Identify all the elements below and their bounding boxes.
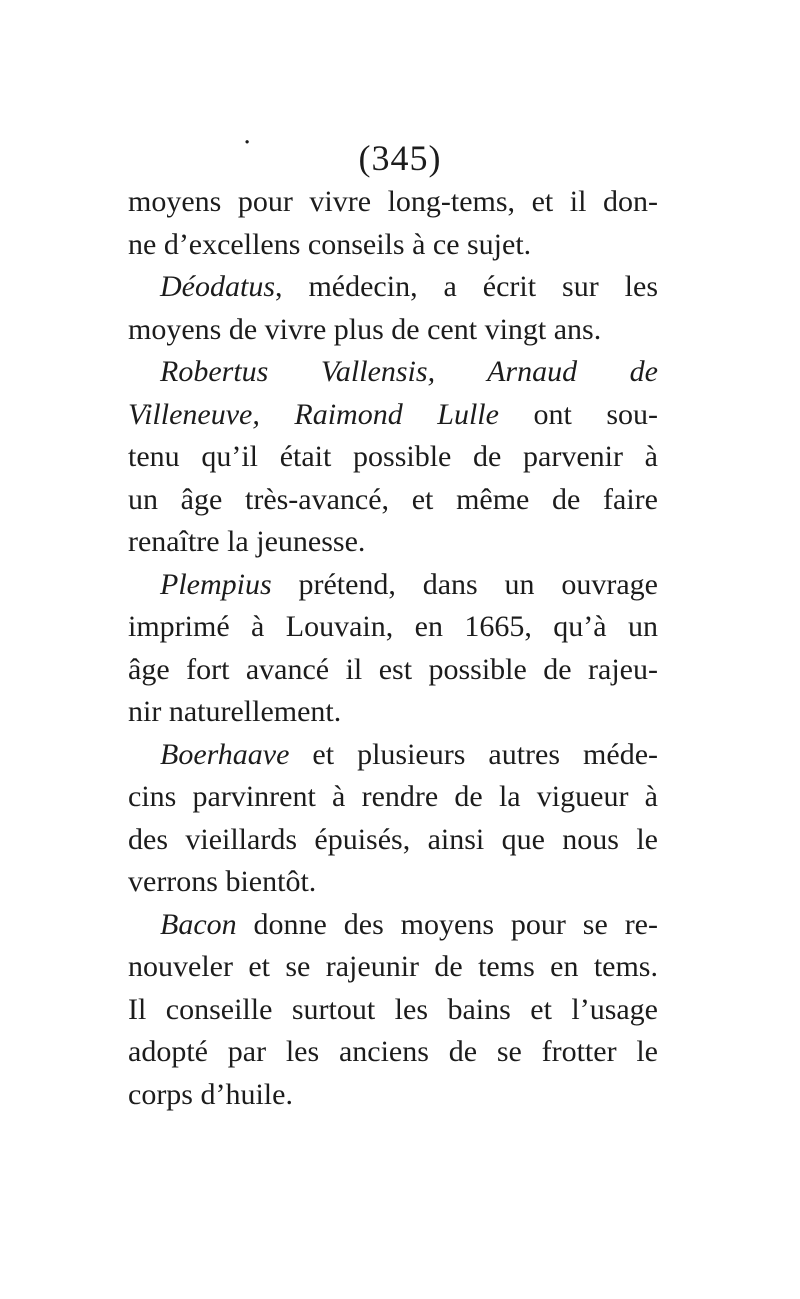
text-line: imprimé à Louvain, en 1665, qu’à un — [128, 610, 658, 643]
text-line: Villeneuve, Raimond Lulle ont sou- — [128, 397, 658, 431]
author-names: Villeneuve, Raimond Lulle — [128, 397, 499, 431]
text-line: nir naturellement. — [128, 695, 342, 728]
page-mark: · — [243, 128, 252, 158]
author-name: Bacon — [160, 907, 237, 941]
paragraph-start-line: Déodatus, médecin, a écrit sur les — [160, 270, 658, 303]
text-line: corps d’huile. — [128, 1077, 293, 1111]
text-line: adopté par les anciens de se frotter le — [128, 1035, 658, 1068]
text-line: Il conseille surtout les bains et l’usage — [128, 992, 658, 1026]
text-line: moyens pour vivre long-tems, et il don- — [128, 185, 658, 218]
text-line: renaître la jeunesse. — [128, 525, 366, 558]
text-line: moyens de vivre plus de cent vingt ans. — [128, 312, 602, 346]
text-line: âge fort avancé il est possible de rajeu- — [128, 652, 658, 686]
page-number: (345) — [358, 138, 442, 178]
text-line: verrons bientôt. — [128, 865, 317, 898]
author-names: Robertus Vallensis, Arnaud de — [160, 355, 658, 388]
text-line: un âge très-avancé, et même de faire — [128, 482, 658, 516]
author-name: Déodatus — [160, 270, 275, 303]
author-name: Boerhaave — [160, 737, 290, 771]
paragraph-start-line: Bacon donne des moyens pour se re- — [160, 907, 658, 941]
text-line: nouveler et se rajeunir de tems en tems. — [128, 950, 658, 983]
body-text — [128, 181, 658, 1116]
text-line: cins parvinrent à rendre de la vigueur à — [128, 780, 658, 813]
text-line: tenu qu’il était possible de parvenir à — [128, 440, 658, 473]
paragraph-start-line — [128, 351, 658, 394]
paragraph-start-line: Plempius prétend, dans un ouvrage — [160, 567, 658, 601]
author-name: Plempius — [160, 567, 272, 601]
text-line: des vieillards épuisés, ainsi que nous le — [128, 822, 658, 856]
text-line: ne d’excellens conseils à ce sujet. — [128, 227, 532, 261]
paragraph-start-line: Boerhaave et plusieurs autres méde- — [160, 737, 658, 771]
